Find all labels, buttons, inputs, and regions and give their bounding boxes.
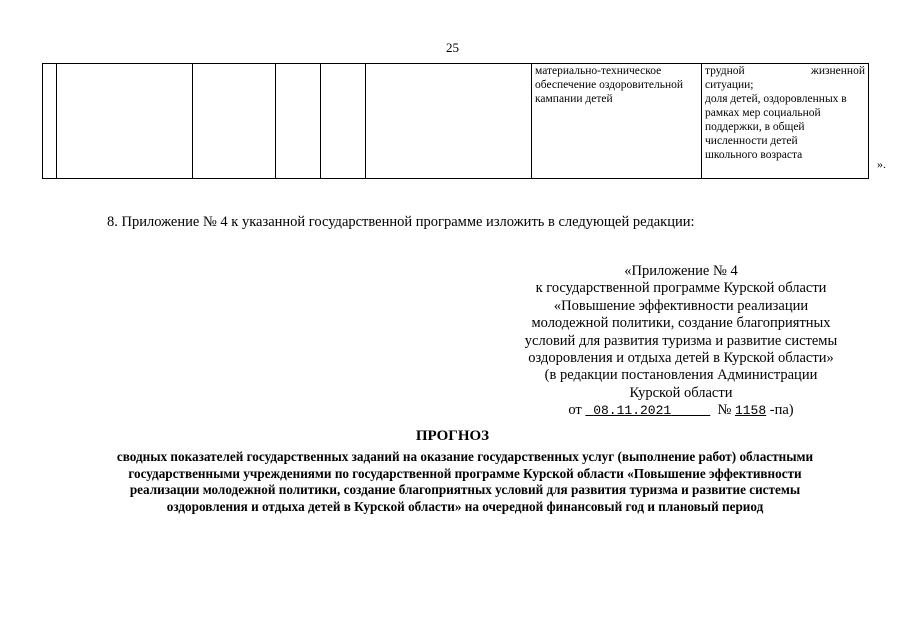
- date-prefix: от: [568, 402, 582, 419]
- appendix-line: оздоровления и отдыха детей в Курской области»: [528, 350, 834, 367]
- appendix-line: молодежной политики, создание благоприятных: [531, 315, 831, 332]
- material-line: обеспечение оздоровительной: [535, 79, 684, 91]
- document-subtitle: [70, 449, 860, 515]
- table-cell-indicators: [702, 64, 869, 179]
- indicator-line: трудной жизненной: [705, 65, 865, 77]
- indicator-line: ситуации;: [705, 79, 754, 91]
- material-line: кампании детей: [535, 93, 613, 105]
- continued-table: [42, 63, 869, 179]
- table-cell-3: [193, 64, 276, 179]
- appendix-line: к государственной программе Курской области: [535, 280, 827, 297]
- material-line: материально-техническое: [535, 65, 662, 77]
- closing-quote-mark: ».: [877, 157, 886, 171]
- date-value: 08.11.2021: [593, 403, 672, 419]
- appendix-line: «Приложение № 4: [624, 263, 738, 279]
- table-cell-5: [321, 64, 366, 179]
- appendix-date-line: [506, 402, 856, 419]
- indicator-line: школьного возраста: [705, 149, 803, 161]
- appendix-line: «Повышение эффективности реализации: [553, 297, 809, 314]
- number-prefix: №: [717, 402, 732, 419]
- table-cell-material: [532, 64, 702, 179]
- number-suffix: -па): [769, 402, 794, 419]
- subtitle-line: реализации молодежной политики, создание благоприятных условий для развития туризма и развитие системы: [129, 482, 801, 498]
- table-cell-4: [276, 64, 321, 179]
- subtitle-line: сводных показателей государственных заданий на оказание государственных услуг (выполнение работ) областными: [116, 449, 814, 464]
- appendix-line: Курской области: [629, 384, 733, 401]
- table-cell-1: [43, 64, 57, 179]
- item-8-paragraph: 8. Приложение № 4 к указанной государственной программе изложить в следующей редакции:: [107, 214, 695, 230]
- number-value: 1158: [734, 403, 767, 419]
- subtitle-line: государственными учреждениями по государственной программе Курской области «Повышение эффективности: [128, 465, 802, 481]
- page-number: 25: [446, 40, 459, 55]
- appendix-header: [506, 263, 856, 420]
- document-title: ПРОГНОЗ: [415, 428, 490, 444]
- table-cell-6: [366, 64, 532, 179]
- appendix-line: условий для развития туризма и развитие системы: [524, 332, 838, 349]
- indicator-line: численности детей: [705, 135, 798, 147]
- appendix-line: (в редакции постановления Администрации: [544, 367, 818, 384]
- subtitle-line: оздоровления и отдыха детей в Курской области» на очередной финансовый год и плановый период: [166, 498, 764, 514]
- indicator-line: рамках мер социальной: [705, 107, 821, 119]
- indicator-line: поддержки, в общей: [705, 121, 805, 133]
- table-cell-2: [57, 64, 193, 179]
- indicator-line: доля детей, оздоровленных в: [705, 93, 847, 105]
- table-row: [43, 64, 869, 179]
